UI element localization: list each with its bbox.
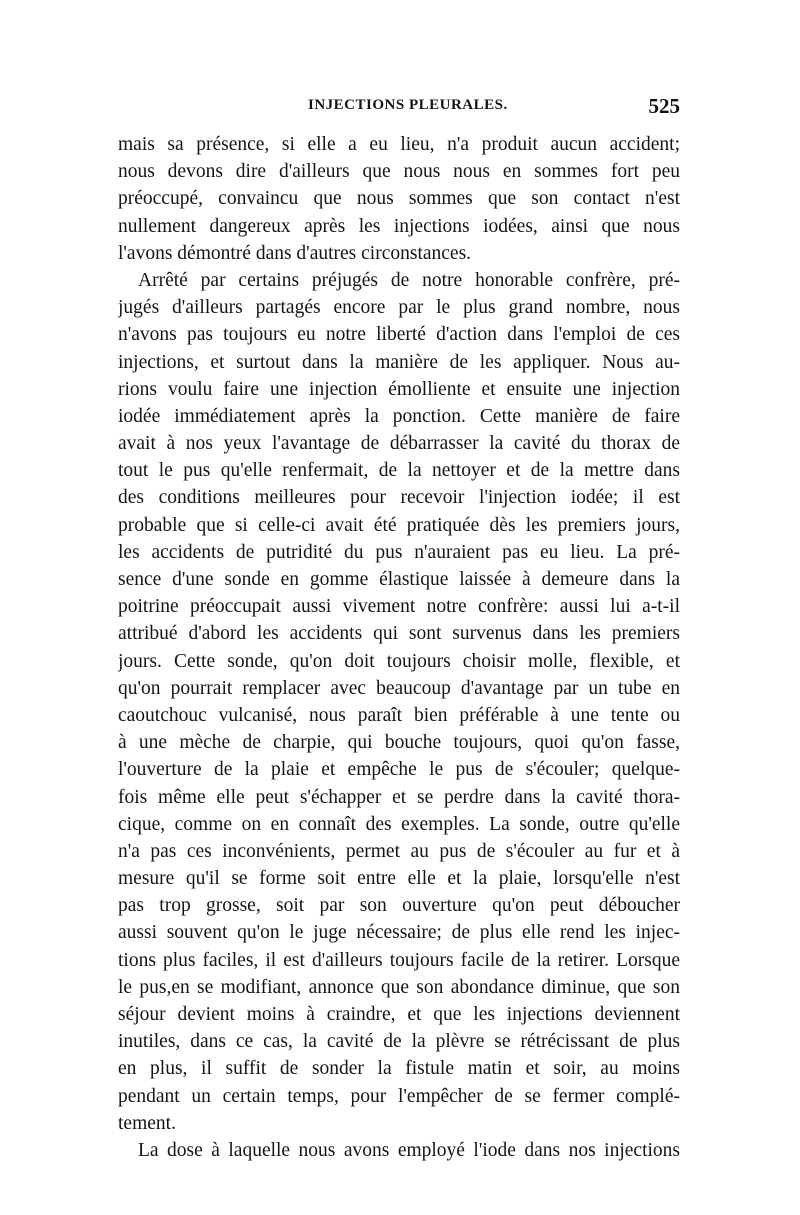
text-line: mais sa présence, si elle a eu lieu, n'a produit aucun accident; xyxy=(118,134,680,155)
text-line: rions voulu faire une injection émolliente et ensuite une injection xyxy=(118,378,680,400)
text-line: l'avons démontré dans d'autres circonstances. xyxy=(118,242,472,264)
body-text xyxy=(118,131,680,1164)
text-line: qu'on pourrait remplacer avec beaucoup d'avantage par un tube en xyxy=(118,677,680,699)
text-line: attribué d'abord les accidents qui sont survenus dans les premiers xyxy=(118,623,680,645)
running-title: INJECTIONS PLEURALES. xyxy=(308,97,508,113)
text-line: sence d'une sonde en gomme élastique laissée à demeure dans la xyxy=(118,569,680,590)
text-line: le pus,en se modifiant, annonce que son abondance diminue, que son xyxy=(118,976,680,998)
text-line: probable que si celle-ci avait été pratiquée dès les premiers jours, xyxy=(118,514,680,536)
page-header xyxy=(118,94,680,121)
text-line: injections, et surtout dans la manière de les appliquer. Nous au- xyxy=(118,351,680,373)
page-number: 525 xyxy=(648,94,680,118)
text-line: n'a pas ces inconvénients, permet au pus de s'écouler au fur et à xyxy=(118,840,680,862)
text-line: avait à nos yeux l'avantage de débarrasser la cavité du thorax de xyxy=(118,433,680,455)
text-line: tions plus faciles, il est d'ailleurs toujours facile de la retirer. Lorsque xyxy=(118,949,680,971)
text-line: les accidents de putridité du pus n'auraient pas eu lieu. La pré- xyxy=(118,541,680,563)
text-line: à une mèche de charpie, qui bouche toujours, quoi qu'on fasse, xyxy=(118,732,680,754)
text-line: fois même elle peut s'échapper et se perdre dans la cavité thora- xyxy=(118,786,680,808)
text-line: inutiles, dans ce cas, la cavité de la plèvre se rétrécissant de plus xyxy=(118,1031,680,1053)
text-line: cique, comme on en connaît des exemples. La sonde, outre qu'elle xyxy=(118,813,680,835)
text-line: n'avons pas toujours eu notre liberté d'action dans l'emploi de ces xyxy=(118,324,680,346)
text-line: nous devons dire d'ailleurs que nous nous en sommes fort peu xyxy=(118,161,680,183)
text-line: caoutchouc vulcanisé, nous paraît bien préférable à une tente ou xyxy=(118,704,680,726)
text-line: jours. Cette sonde, qu'on doit toujours choisir molle, flexible, et xyxy=(118,650,680,672)
text-line: tement. xyxy=(118,1112,176,1134)
text-line: tout le pus qu'elle renfermait, de la nettoyer et de la mettre dans xyxy=(118,460,680,482)
text-line: iodée immédiatement après la ponction. Cette manière de faire xyxy=(118,405,680,427)
text-line: La dose à laquelle nous avons employé l'iode dans nos injections xyxy=(138,1139,680,1161)
text-line: jugés d'ailleurs partagés encore par le plus grand nombre, nous xyxy=(118,297,680,319)
text-line: Arrêté par certains préjugés de notre honorable confrère, pré- xyxy=(138,269,680,291)
text-line: en plus, il suffit de sonder la fistule matin et soir, au moins xyxy=(118,1058,680,1080)
text-line: aussi souvent qu'on le juge nécessaire; de plus elle rend les injec- xyxy=(118,922,680,944)
text-line: pas trop grosse, soit par son ouverture qu'on peut déboucher xyxy=(118,895,680,917)
text-line: l'ouverture de la plaie et empêche le pus de s'écouler; quelque- xyxy=(118,759,680,781)
text-line: nullement dangereux après les injections iodées, ainsi que nous xyxy=(118,215,680,237)
text-line: préoccupé, convaincu que nous sommes que son contact n'est xyxy=(118,188,680,210)
text-line: des conditions meilleures pour recevoir l'injection iodée; il est xyxy=(118,487,680,509)
text-line: pendant un certain temps, pour l'empêcher de se fermer complé- xyxy=(118,1085,680,1107)
text-line: séjour devient moins à craindre, et que les injections deviennent xyxy=(118,1004,680,1025)
text-line: mesure qu'il se forme soit entre elle et la plaie, lorsqu'elle n'est xyxy=(118,868,680,890)
text-line: poitrine préoccupait aussi vivement notre confrère: aussi lui a-t-il xyxy=(118,596,680,618)
